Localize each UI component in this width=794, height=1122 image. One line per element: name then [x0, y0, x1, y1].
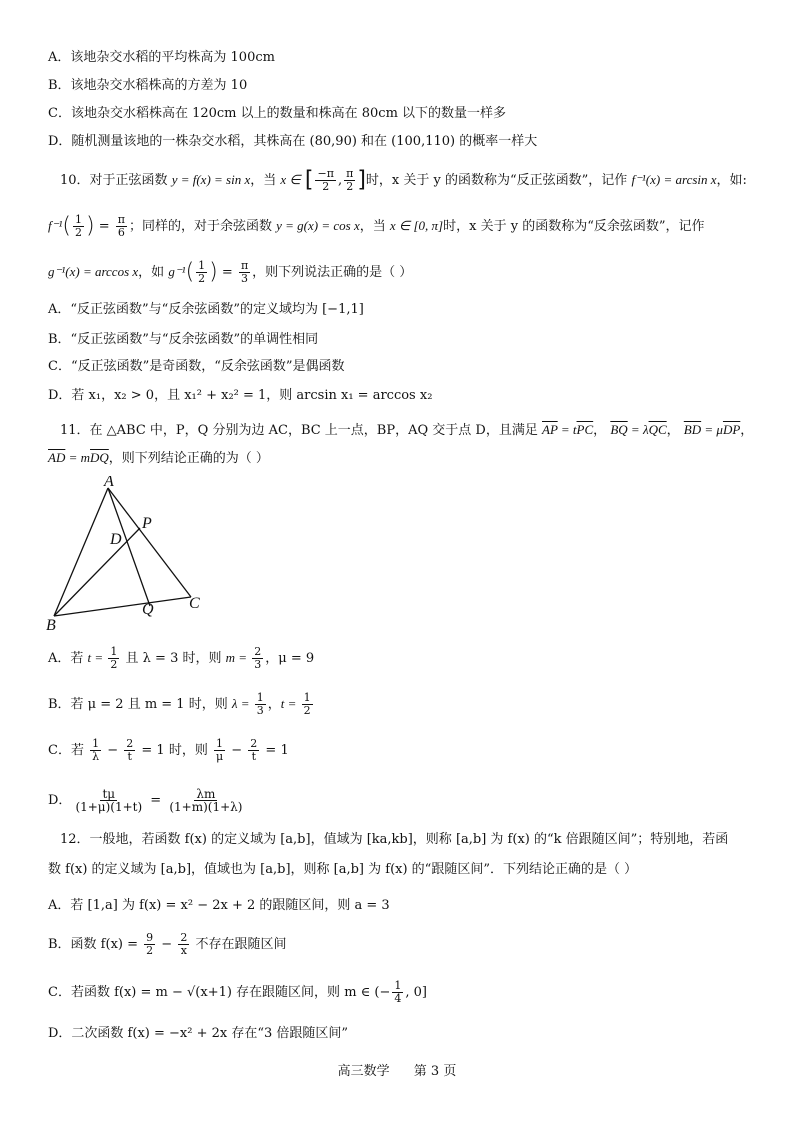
frac-neg-pi-2: $\frac{-\pi}{2}$: [317, 167, 334, 193]
q11-text: ，: [267, 697, 281, 712]
q12-option-b: [48, 932, 286, 957]
q11-sep: ，: [666, 423, 680, 438]
q11-var: m =: [225, 650, 251, 665]
q10-option-b: B．“反正弦函数”与“反余弦函数”的单调性相同: [48, 332, 319, 347]
q11-eq: = t: [557, 422, 577, 437]
paren-open: (: [185, 259, 195, 285]
frac-lambda-m: $\frac{\lambda m}{(1+m)(1+\lambda)}$: [169, 787, 243, 814]
q9-option-c: C．该地杂交水稻株高在 120cm 以上的数量和株高在 80cm 以下的数量一样多: [48, 106, 507, 121]
vec-bd: $\overline{BD}$: [683, 422, 702, 437]
q12-text: −: [157, 937, 177, 952]
vec-ad: $\overline{AD}$: [48, 450, 66, 465]
q9-option-d: D．随机测量该地的一株杂交水稻，其株高在 (80,90) 和在 (100,110) 的概率一样大: [48, 134, 538, 149]
q11-sep: ，: [740, 423, 754, 438]
vec-bq: $\overline{BQ}$: [610, 422, 628, 437]
q10-text: ，如:: [716, 173, 747, 188]
vec-pc: $\overline{PC}$: [576, 422, 594, 437]
q11-option-d: [48, 788, 246, 813]
label-p: P: [142, 515, 152, 532]
q11-text: C．若: [48, 743, 89, 758]
q11-text: −: [227, 743, 247, 758]
q10-option-d: D．若 x₁，x₂ > 0，且 x₁² + x₂² = 1，则 arcsin x₁ = arccos x₂: [48, 388, 433, 403]
q11-eq: = μ: [701, 422, 723, 437]
q12-option-c: [48, 980, 427, 1005]
vec-dp: $\overline{DP}$: [722, 422, 741, 437]
bracket-close: ]: [357, 167, 366, 193]
frac-1-2: $\frac{1}{2}$: [198, 259, 206, 285]
q10-option-a: A．“反正弦函数”与“反余弦函数”的定义域均为 [−1,1]: [48, 302, 364, 317]
q10-text: ，当: [359, 219, 386, 234]
frac-pi-3: $\frac{\pi}{3}$: [240, 259, 249, 285]
footer-subject: 高三数学: [337, 1064, 390, 1079]
q11-option-a: [48, 646, 314, 671]
q12-option-a: A．若 [1,a] 为 f(x) = x² − 2x + 2 的跟随区间，则 a = 3: [48, 898, 390, 913]
q10-text: =: [98, 219, 114, 234]
frac-pi-6: $\frac{\pi}{6}$: [117, 213, 125, 239]
q10-option-c: C．“反正弦函数”是奇函数，“反余弦函数”是偶函数: [48, 359, 345, 374]
frac-1-2: $\frac{1}{2}$: [74, 213, 82, 239]
q11-text: 且 λ = 3 时，则: [121, 651, 226, 666]
q12-line-1: 12．一般地，若函数 f(x) 的定义域为 [a,b]，值域为 [ka,kb]，则称 [a,b] 为 f(x) 的“k 倍跟随区间”；特别地，若函: [60, 832, 729, 847]
q10-text: 时，: [365, 173, 392, 188]
q10-text: ；同样的，对于余弦函数: [128, 219, 272, 234]
q10-sin-func: y = f(x) = sin x: [171, 172, 251, 187]
vec-ap: $\overline{AP}$: [542, 422, 558, 437]
q11-text: ，μ = 9: [265, 651, 315, 666]
q10-arccos-def: g⁻¹(x) = arccos x: [48, 264, 139, 279]
q11-line-2: [48, 448, 269, 469]
q10-line-2: [48, 214, 705, 239]
q9-option-a: A．该地杂交水稻的平均株高为 100cm: [48, 50, 275, 65]
q10-text: ，如: [138, 265, 165, 280]
vec-qc: $\overline{QC}$: [648, 422, 667, 437]
q11-text: A．若: [48, 651, 88, 666]
label-q: Q: [142, 601, 154, 618]
q10-ginv: g⁻¹: [168, 264, 186, 279]
frac-pi-2: $\frac{\pi}{2}$: [346, 167, 354, 193]
q10-x-in: x ∈: [280, 172, 301, 187]
frac-2-x: $\frac{2}{x}$: [180, 931, 188, 957]
q11-option-b: [48, 692, 315, 717]
q11-text: 11．在 △ABC 中，P，Q 分别为边 AC，BC 上一点，BP，AQ 交于点 D，且满足: [60, 423, 538, 438]
q11-eq: = λ: [627, 422, 649, 437]
q10-cos-func: y = g(x) = cos x: [276, 218, 360, 233]
q11-eq: = m: [65, 450, 91, 465]
frac-2-t: $\frac{2}{t}$: [126, 737, 134, 763]
q10-line-1: 10．对于正弦函数 y = f(x) = sin x，当 x ∈ [ $\frac{-\pi}{2}$ , $\frac{\pi}{2}$ ]时，x 关于 y 的函数称为“反正弦函数”，记作 f⁻¹(x) = arcsin x，如:: [60, 167, 747, 193]
q11-text: D．: [48, 793, 72, 808]
q10-x-in-0-pi: x ∈ [0, π]: [389, 218, 444, 233]
frac-1-lambda: $\frac{1}{\lambda}$: [92, 737, 100, 763]
q10-text: =: [221, 265, 237, 280]
q11-var: t =: [87, 650, 107, 665]
frac-1-4: $\frac{1}{4}$: [394, 979, 402, 1005]
q12-text: C．若函数 f(x) = m − √(x+1) 存在跟随区间，则 m ∈: [48, 985, 375, 1000]
paren-open: (: [62, 213, 71, 239]
label-b: B: [46, 617, 56, 634]
q10-line-3: [48, 260, 412, 285]
q11-var: λ =: [231, 696, 253, 711]
vec-dq: $\overline{DQ}$: [90, 450, 109, 465]
q10-text: x 关于 y 的函数称为“反正弦函数”，记作: [391, 173, 628, 188]
q9-option-b: B．该地杂交水稻株高的方差为 10: [48, 78, 248, 93]
footer-page-number: 第 3 页: [413, 1064, 457, 1079]
q11-sep: ，: [593, 423, 607, 438]
q11-text: −: [103, 743, 123, 758]
q12-text: (−: [374, 985, 391, 1000]
q10-arcsin-def: f⁻¹(x) = arcsin x: [631, 172, 717, 187]
q12-text: B．函数 f(x) =: [48, 937, 143, 952]
label-d: D: [110, 531, 122, 548]
bracket-open: [: [304, 167, 314, 193]
frac-1-mu: $\frac{1}{\mu}$: [215, 737, 224, 763]
triangle-figure: [46, 476, 216, 636]
frac-tmu: $\frac{t\mu}{(1+\mu)(1+t)}$: [75, 787, 143, 814]
frac-2-t: $\frac{2}{t}$: [250, 737, 258, 763]
page-footer: [0, 1060, 794, 1079]
segment-bc: [54, 597, 191, 616]
q11-line-1: [60, 420, 753, 441]
label-c: C: [189, 595, 200, 612]
frac-2-3: $\frac{2}{3}$: [254, 645, 262, 671]
q10-finv: f⁻¹: [48, 218, 63, 233]
q10-text: ，当: [250, 173, 277, 188]
q11-option-c: [48, 738, 289, 763]
q11-text: ，则下列结论正确的为（ ）: [108, 451, 269, 466]
frac-1-3: $\frac{1}{3}$: [256, 691, 264, 717]
frac-1-2: $\frac{1}{2}$: [110, 645, 118, 671]
q12-text: 不存在跟随区间: [191, 937, 287, 952]
q10-text: 10．对于正弦函数: [60, 173, 168, 188]
label-a: A: [104, 476, 114, 490]
q12-text: , 0]: [405, 985, 427, 1000]
q10-text: x 关于 y 的函数称为“反余弦函数”，记作: [469, 219, 705, 234]
segment-ab: [54, 488, 108, 616]
paren-close: ): [85, 213, 95, 239]
q11-text: B．若 μ = 2 且 m = 1 时，则: [48, 697, 232, 712]
frac-9-2: $\frac{9}{2}$: [146, 931, 154, 957]
q11-var: t =: [280, 696, 300, 711]
q10-text: 时，: [443, 219, 470, 234]
paren-close: ): [209, 259, 218, 285]
q11-text: = 1: [261, 743, 289, 758]
frac-1-2: $\frac{1}{2}$: [303, 691, 311, 717]
q11-text: =: [146, 793, 166, 808]
q10-text: ，则下列说法正确的是（ ）: [252, 265, 413, 280]
q11-text: = 1 时，则: [137, 743, 212, 758]
q12-line-2: 数 f(x) 的定义域为 [a,b]，值域也为 [a,b]，则称 [a,b] 为 f(x) 的“跟随区间”．下列结论正确的是（ ）: [48, 862, 638, 877]
q12-option-d: D．二次函数 f(x) = −x² + 2x 存在“3 倍跟随区间”: [48, 1026, 349, 1041]
